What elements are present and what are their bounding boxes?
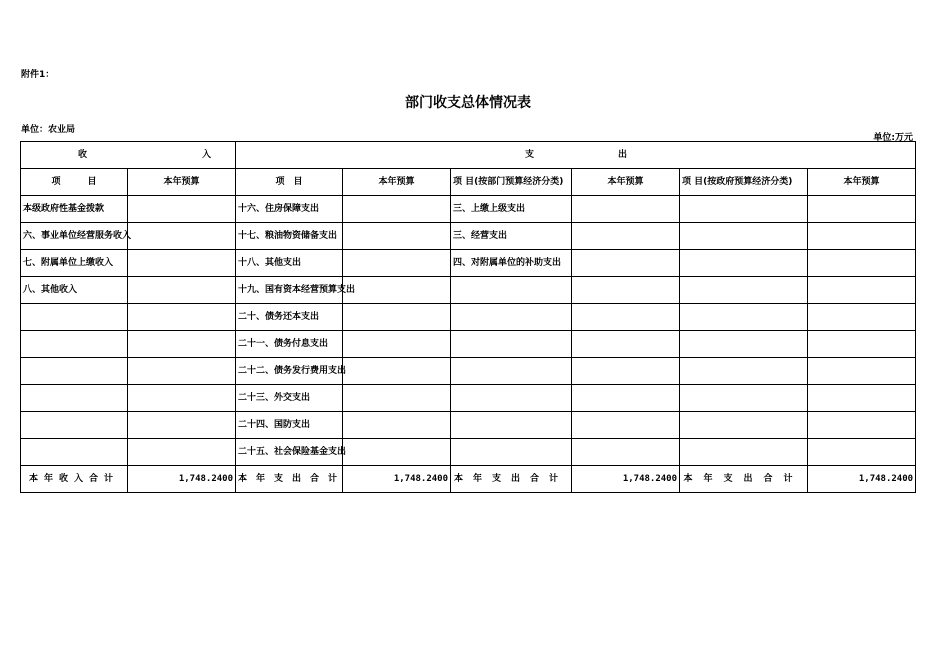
exp-budget xyxy=(343,304,451,331)
dept-budget xyxy=(572,196,680,223)
gov-budget xyxy=(808,277,916,304)
table-row xyxy=(21,250,916,277)
col-header-income-budget: 本年预算 xyxy=(128,169,236,196)
income-budget xyxy=(128,439,236,466)
exp-total-value-3: 1,748.2400 xyxy=(808,466,916,493)
exp-total-label-3: 本年支出合计 xyxy=(680,466,808,493)
table-row xyxy=(21,277,916,304)
table-row xyxy=(21,385,916,412)
exp-item: 二十、债务还本支出 xyxy=(236,304,343,331)
gov-item xyxy=(680,439,808,466)
gov-budget xyxy=(808,385,916,412)
income-item: 六、事业单位经营服务收入 xyxy=(21,223,128,250)
expense-section-header xyxy=(236,142,916,169)
col-header-exp-item: 项 目 xyxy=(236,169,343,196)
exp-budget xyxy=(343,277,451,304)
gov-item xyxy=(680,358,808,385)
exp-budget xyxy=(343,331,451,358)
gov-budget xyxy=(808,358,916,385)
gov-budget xyxy=(808,196,916,223)
exp-item: 十八、其他支出 xyxy=(236,250,343,277)
gov-item xyxy=(680,304,808,331)
gov-item xyxy=(680,196,808,223)
col-header-dept-item: 项 目(按部门预算经济分类) xyxy=(451,169,572,196)
col-header-gov-budget: 本年预算 xyxy=(808,169,916,196)
gov-budget xyxy=(808,250,916,277)
exp-budget xyxy=(343,439,451,466)
col-header-income-item: 项 目 xyxy=(21,169,128,196)
exp-total-label-2: 本年支出合计 xyxy=(451,466,572,493)
table-row xyxy=(21,304,916,331)
income-item xyxy=(21,439,128,466)
income-item xyxy=(21,331,128,358)
gov-budget xyxy=(808,439,916,466)
exp-item: 二十五、社会保险基金支出 xyxy=(236,439,343,466)
table-row xyxy=(21,223,916,250)
income-item xyxy=(21,385,128,412)
dept-item xyxy=(451,331,572,358)
gov-budget xyxy=(808,412,916,439)
income-budget xyxy=(128,223,236,250)
income-item xyxy=(21,304,128,331)
income-section-header xyxy=(21,142,236,169)
dept-item xyxy=(451,412,572,439)
exp-item: 二十二、债务发行费用支出 xyxy=(236,358,343,385)
exp-item: 十六、住房保障支出 xyxy=(236,196,343,223)
income-budget xyxy=(128,250,236,277)
income-total-value: 1,748.2400 xyxy=(128,466,236,493)
exp-total-label-1: 本年支出合计 xyxy=(236,466,343,493)
gov-item xyxy=(680,331,808,358)
dept-item xyxy=(451,358,572,385)
gov-item xyxy=(680,277,808,304)
dept-budget xyxy=(572,277,680,304)
dept-item xyxy=(451,277,572,304)
table-row xyxy=(21,196,916,223)
exp-budget xyxy=(343,250,451,277)
income-header-right: 入 xyxy=(201,150,211,160)
income-budget xyxy=(128,385,236,412)
gov-budget xyxy=(808,304,916,331)
budget-table xyxy=(20,141,916,493)
income-item: 八、其他收入 xyxy=(21,277,128,304)
exp-budget xyxy=(343,196,451,223)
exp-budget xyxy=(343,385,451,412)
column-header-row xyxy=(21,169,916,196)
table-row xyxy=(21,412,916,439)
gov-item xyxy=(680,412,808,439)
exp-total-value-1: 1,748.2400 xyxy=(343,466,451,493)
dept-budget xyxy=(572,250,680,277)
unit-org-label: 单位：农业局 xyxy=(21,125,76,135)
income-item xyxy=(21,412,128,439)
dept-budget xyxy=(572,358,680,385)
table-row xyxy=(21,358,916,385)
exp-budget xyxy=(343,412,451,439)
col-header-gov-item: 项 目(按政府预算经济分类) xyxy=(680,169,808,196)
unit-money-label: 单位:万元 xyxy=(873,133,913,143)
income-budget xyxy=(128,412,236,439)
income-budget xyxy=(128,331,236,358)
dept-budget xyxy=(572,223,680,250)
section-header-row xyxy=(21,142,916,169)
col-header-dept-budget: 本年预算 xyxy=(572,169,680,196)
dept-budget xyxy=(572,385,680,412)
dept-item xyxy=(451,385,572,412)
income-header-left: 收 xyxy=(78,150,88,160)
expense-header-left: 支 xyxy=(525,150,535,160)
totals-row xyxy=(21,466,916,493)
gov-budget xyxy=(808,223,916,250)
col-header-exp-budget: 本年预算 xyxy=(343,169,451,196)
dept-item xyxy=(451,304,572,331)
dept-item: 四、对附属单位的补助支出 xyxy=(451,250,572,277)
income-item: 本级政府性基金拨款 xyxy=(21,196,128,223)
exp-item: 二十三、外交支出 xyxy=(236,385,343,412)
exp-item: 十七、粮油物资储备支出 xyxy=(236,223,343,250)
exp-budget xyxy=(343,358,451,385)
table-row xyxy=(21,331,916,358)
expense-header-right: 出 xyxy=(618,150,628,160)
income-budget xyxy=(128,304,236,331)
page-title: 部门收支总体情况表 xyxy=(405,95,531,111)
dept-budget xyxy=(572,412,680,439)
gov-item xyxy=(680,385,808,412)
dept-budget xyxy=(572,304,680,331)
dept-item xyxy=(451,439,572,466)
dept-budget xyxy=(572,331,680,358)
attachment-label: 附件1： xyxy=(21,70,55,80)
income-budget xyxy=(128,277,236,304)
dept-item: 三、上缴上级支出 xyxy=(451,196,572,223)
exp-item: 十九、国有资本经营预算支出 xyxy=(236,277,343,304)
income-budget xyxy=(128,196,236,223)
gov-item xyxy=(680,250,808,277)
gov-budget xyxy=(808,331,916,358)
exp-budget xyxy=(343,223,451,250)
exp-item: 二十四、国防支出 xyxy=(236,412,343,439)
income-item xyxy=(21,358,128,385)
income-item: 七、附属单位上缴收入 xyxy=(21,250,128,277)
dept-item: 三、经营支出 xyxy=(451,223,572,250)
exp-total-value-2: 1,748.2400 xyxy=(572,466,680,493)
table-row xyxy=(21,439,916,466)
exp-item: 二十一、债务付息支出 xyxy=(236,331,343,358)
dept-budget xyxy=(572,439,680,466)
gov-item xyxy=(680,223,808,250)
income-budget xyxy=(128,358,236,385)
income-total-label: 本年收入合计 xyxy=(21,466,128,493)
